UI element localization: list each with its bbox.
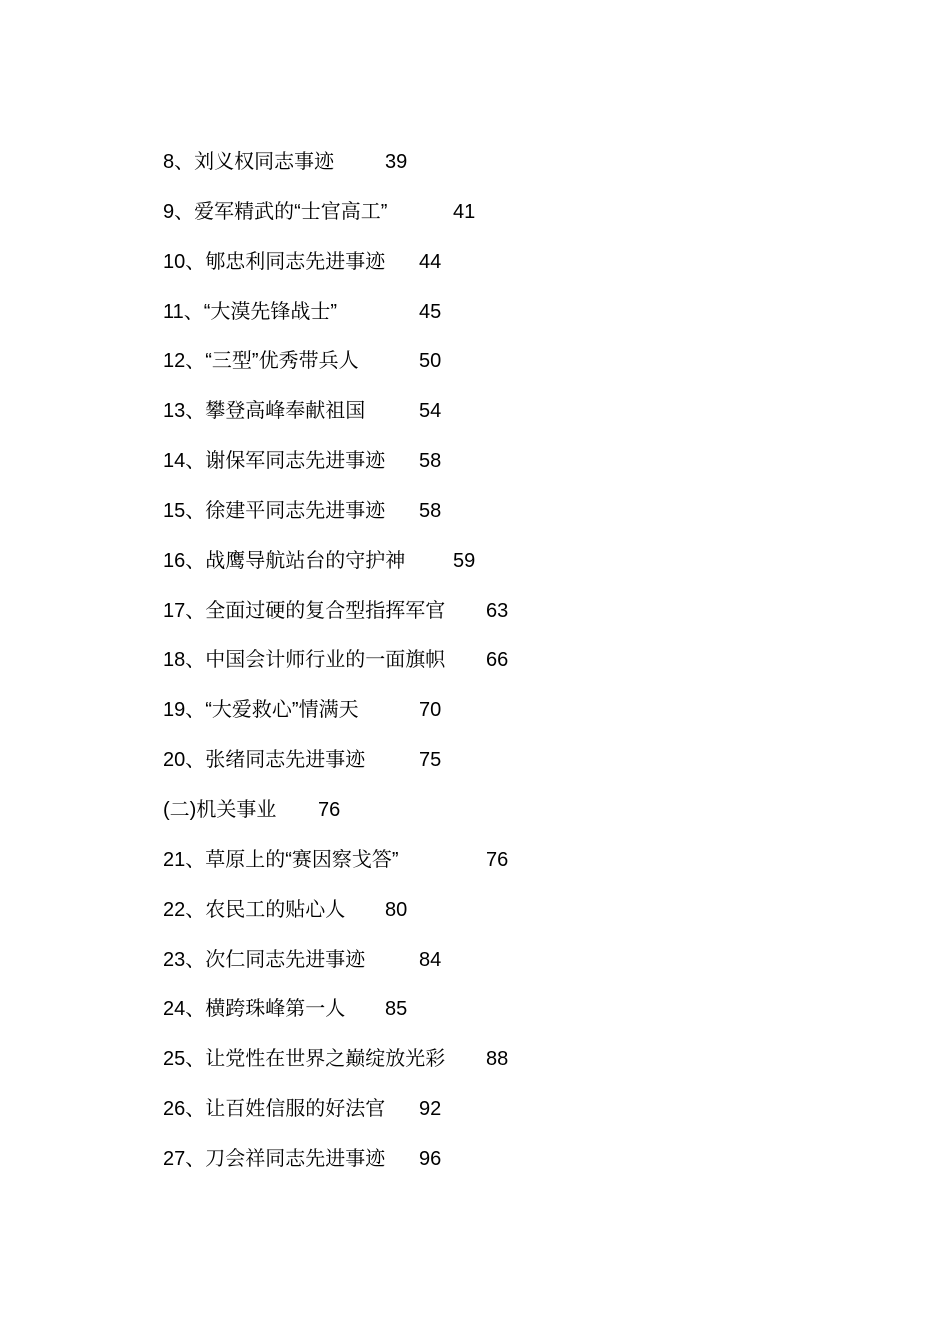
toc-entry-page: 58 — [419, 499, 442, 522]
toc-entry-title: 14、谢保军同志先进事迹 — [163, 450, 386, 473]
toc-entry — [163, 1089, 763, 1139]
toc-entry-page: 75 — [419, 749, 442, 772]
toc-entry — [163, 192, 763, 242]
toc-entry-title: 22、农民工的贴心人 — [163, 898, 346, 921]
toc-entry-page: 96 — [419, 1147, 442, 1170]
toc-entry-page: 76 — [486, 848, 509, 871]
toc-entry — [163, 591, 763, 641]
toc-entry-page: 88 — [486, 1048, 509, 1071]
toc-entry-title: 20、张绪同志先进事迹 — [163, 749, 366, 772]
toc-entry-title: 10、郇忠利同志先进事迹 — [163, 250, 386, 273]
toc-entry-page: 66 — [486, 649, 509, 672]
toc-entry-page: 58 — [419, 450, 442, 473]
toc-entry-page: 39 — [385, 151, 408, 173]
toc-entry-title: 23、次仁同志先进事迹 — [163, 948, 366, 971]
toc-section-title: (二)机关事业 — [163, 798, 277, 821]
toc-entry-title: 17、全面过硬的复合型指挥军官 — [163, 599, 446, 622]
toc-entry-page: 50 — [419, 350, 442, 373]
toc-entry — [163, 292, 763, 342]
toc-entry — [163, 740, 763, 790]
toc-entry-title: 16、战鹰导航站台的守护神 — [163, 549, 406, 572]
toc-entry-title: 25、让党性在世界之巅绽放光彩 — [163, 1048, 446, 1071]
toc-entry — [163, 940, 763, 990]
toc-entry — [163, 989, 763, 1039]
toc-entry-title: 21、草原上的“赛因察戈答” — [163, 848, 399, 871]
toc-entry — [163, 840, 763, 890]
toc-entry-title: 26、让百姓信服的好法官 — [163, 1098, 386, 1121]
toc-entry-page: 84 — [419, 948, 442, 971]
toc-entry-title: 15、徐建平同志先进事迹 — [163, 499, 386, 522]
toc-entry-page: 85 — [385, 998, 408, 1021]
toc-entry-page: 63 — [486, 599, 509, 622]
toc-entry-title: 13、攀登高峰奉献祖国 — [163, 400, 366, 423]
toc-entry-title: 11、“大漠先锋战士” — [163, 300, 338, 323]
toc-entry — [163, 491, 763, 541]
toc-entry — [163, 242, 763, 292]
toc-entry — [163, 441, 763, 491]
toc-entry-title: 12、“三型”优秀带兵人 — [163, 350, 359, 373]
toc-entry — [163, 541, 763, 591]
toc-entry-title: 24、横跨珠峰第一人 — [163, 998, 346, 1021]
toc-entry — [163, 890, 763, 940]
toc-entry-page: 45 — [419, 300, 442, 323]
toc-entry — [163, 1139, 763, 1189]
toc-entry-title: 19、“大爱救心”情满天 — [163, 699, 359, 722]
toc-section — [163, 790, 763, 840]
toc-entry-page: 59 — [453, 549, 476, 572]
toc-entry-title: 9、爱军精武的“士官高工” — [163, 200, 388, 223]
toc-entry — [163, 142, 763, 192]
toc-entry-page: 70 — [419, 699, 442, 722]
toc-entry-title: 8、刘义权同志事迹 — [163, 151, 335, 173]
toc-entry-title: 27、刀会祥同志先进事迹 — [163, 1147, 386, 1170]
table-of-contents — [163, 142, 763, 1189]
toc-entry-page: 54 — [419, 400, 442, 423]
toc-entry-page: 92 — [419, 1098, 442, 1121]
toc-entry-page: 80 — [385, 898, 408, 921]
toc-entry-title: 18、中国会计师行业的一面旗帜 — [163, 649, 446, 672]
toc-entry — [163, 341, 763, 391]
toc-entry-page: 44 — [419, 250, 442, 273]
toc-entry-page: 41 — [453, 200, 476, 223]
toc-entry — [163, 640, 763, 690]
toc-section-page: 76 — [318, 798, 341, 821]
toc-entry — [163, 690, 763, 740]
toc-entry — [163, 391, 763, 441]
toc-entry — [163, 1039, 763, 1089]
